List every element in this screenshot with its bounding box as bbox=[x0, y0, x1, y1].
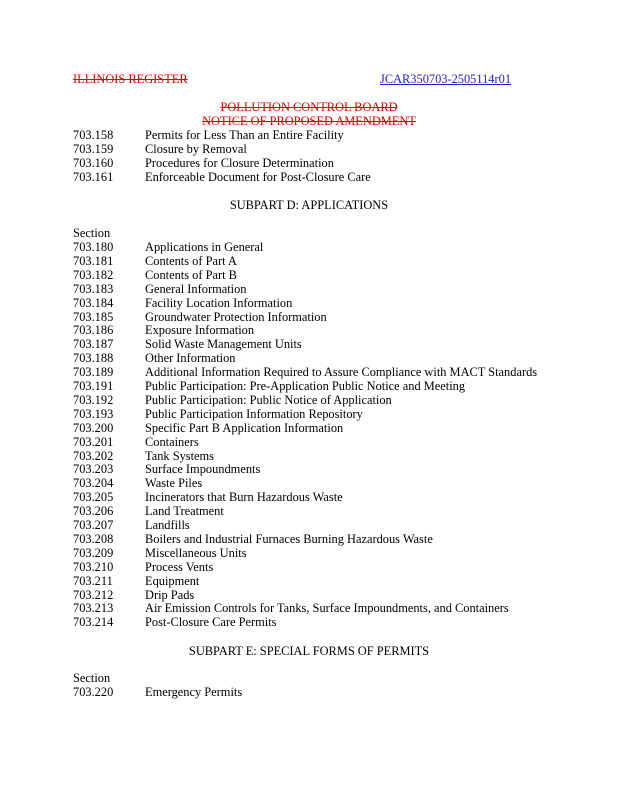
section-number: 703.193 bbox=[73, 406, 114, 421]
register-header: ILLINOIS REGISTER bbox=[73, 72, 188, 86]
section-number: 703.160 bbox=[73, 156, 114, 170]
section-row bbox=[73, 546, 247, 560]
jcar-link[interactable]: JCAR350703-2505114r01 bbox=[380, 72, 512, 86]
section-title: Landfills bbox=[145, 518, 190, 532]
subpart-d-heading: SUBPART D: APPLICATIONS bbox=[229, 198, 389, 212]
section-number: 703.201 bbox=[73, 434, 114, 449]
section-row bbox=[73, 504, 224, 518]
section-number: 703.191 bbox=[73, 379, 114, 393]
section-title: Emergency Permits bbox=[145, 685, 243, 699]
section-title: Other Information bbox=[145, 351, 236, 366]
section-number: 703.187 bbox=[73, 337, 114, 352]
section-row bbox=[73, 462, 260, 476]
section-number: 703.180 bbox=[73, 240, 114, 254]
subpart-e-heading: SUBPART E: SPECIAL FORMS OF PERMITS bbox=[188, 644, 430, 658]
section-title: Public Participation: Public Notice of Application bbox=[145, 392, 392, 407]
section-number: 703.211 bbox=[73, 573, 113, 588]
section-number: 703.212 bbox=[73, 587, 114, 602]
section-number: 703.205 bbox=[73, 490, 114, 505]
section-title: Boilers and Industrial Furnaces Burning Hazardous Waste bbox=[145, 531, 433, 546]
section-number: 703.213 bbox=[73, 601, 114, 616]
section-row bbox=[73, 351, 236, 365]
section-number: 703.204 bbox=[73, 476, 114, 491]
section-number: 703.200 bbox=[73, 420, 114, 435]
section-title: Drip Pads bbox=[145, 587, 195, 602]
section-number: 703.214 bbox=[73, 615, 114, 630]
section-number: 703.181 bbox=[73, 253, 114, 268]
section-row bbox=[73, 435, 199, 449]
section-number: 703.185 bbox=[73, 309, 114, 324]
section-row bbox=[73, 282, 247, 296]
section-title: Containers bbox=[145, 434, 199, 449]
section-row bbox=[73, 532, 433, 546]
section-row bbox=[73, 407, 363, 421]
section-row bbox=[73, 393, 392, 407]
section-row bbox=[73, 296, 292, 310]
notice-title: NOTICE OF PROPOSED AMENDMENT bbox=[202, 114, 416, 128]
section-title: Tank Systems bbox=[145, 448, 215, 463]
section-row bbox=[73, 128, 344, 142]
section-number: 703.158 bbox=[73, 128, 114, 142]
section-row bbox=[73, 170, 371, 184]
section-title: Contents of Part A bbox=[145, 253, 237, 268]
section-row bbox=[73, 560, 213, 574]
section-row bbox=[73, 601, 509, 615]
section-number: 703.210 bbox=[73, 559, 114, 574]
section-number: 703.183 bbox=[73, 281, 114, 296]
section-number: 703.192 bbox=[73, 392, 114, 407]
section-label-e: Section bbox=[73, 671, 111, 685]
section-title: Solid Waste Management Units bbox=[145, 337, 302, 352]
section-title: Public Participation Information Repository bbox=[145, 406, 363, 421]
section-title: Process Vents bbox=[145, 559, 214, 574]
section-row bbox=[73, 518, 190, 532]
section-row bbox=[73, 574, 199, 588]
board-title: POLLUTION CONTROL BOARD bbox=[220, 100, 398, 114]
section-title: Additional Information Required to Assure Compliance with MACT Standards bbox=[145, 365, 538, 380]
section-title: Contents of Part B bbox=[145, 267, 237, 282]
section-title: General Information bbox=[145, 281, 247, 296]
section-title: Post-Closure Care Permits bbox=[145, 615, 277, 630]
section-row bbox=[73, 310, 327, 324]
section-row bbox=[73, 142, 247, 156]
section-row bbox=[73, 337, 302, 351]
section-title: Closure by Removal bbox=[145, 142, 247, 156]
section-row bbox=[73, 476, 202, 490]
section-number: 703.186 bbox=[73, 323, 114, 338]
section-title: Groundwater Protection Information bbox=[145, 309, 327, 324]
section-title: Miscellaneous Units bbox=[145, 545, 247, 560]
section-row bbox=[73, 379, 465, 393]
section-row bbox=[73, 254, 237, 268]
section-title: Air Emission Controls for Tanks, Surface Impoundments, and Containers bbox=[145, 601, 509, 616]
section-title: Exposure Information bbox=[145, 323, 255, 338]
section-title: Specific Part B Application Information bbox=[145, 420, 344, 435]
section-number: 703.202 bbox=[73, 448, 114, 463]
section-row bbox=[73, 268, 237, 282]
section-number: 703.159 bbox=[73, 142, 114, 156]
section-number: 703.184 bbox=[73, 295, 114, 310]
section-title: Waste Piles bbox=[145, 476, 203, 491]
section-number: 703.188 bbox=[73, 351, 114, 366]
section-row bbox=[73, 421, 343, 435]
section-number: 703.220 bbox=[73, 685, 114, 699]
section-row bbox=[73, 240, 263, 254]
section-row bbox=[73, 685, 242, 699]
section-label: Section bbox=[73, 226, 111, 240]
section-row bbox=[73, 449, 214, 463]
section-number: 703.208 bbox=[73, 531, 114, 546]
section-number: 703.209 bbox=[73, 545, 114, 560]
section-title: Permits for Less Than an Entire Facility bbox=[145, 128, 344, 142]
section-row bbox=[73, 156, 334, 170]
section-row bbox=[73, 490, 343, 504]
section-title: Surface Impoundments bbox=[145, 462, 261, 477]
section-number: 703.206 bbox=[73, 504, 114, 519]
section-number: 703.182 bbox=[73, 267, 114, 282]
section-number: 703.161 bbox=[73, 170, 114, 184]
section-title: Enforceable Document for Post-Closure Care bbox=[145, 170, 371, 184]
section-title: Incinerators that Burn Hazardous Waste bbox=[145, 490, 343, 505]
section-number: 703.203 bbox=[73, 462, 114, 477]
section-number: 703.207 bbox=[73, 518, 114, 532]
section-number: 703.189 bbox=[73, 365, 114, 380]
section-title: Public Participation: Pre-Application Public Notice and Meeting bbox=[145, 379, 466, 393]
section-title: Facility Location Information bbox=[145, 295, 293, 310]
section-title: Applications in General bbox=[145, 240, 264, 254]
section-row bbox=[73, 323, 254, 337]
section-row bbox=[73, 365, 537, 379]
section-title: Equipment bbox=[145, 573, 200, 588]
section-row bbox=[73, 615, 276, 629]
section-title: Land Treatment bbox=[145, 504, 224, 519]
section-row bbox=[73, 588, 194, 602]
section-title: Procedures for Closure Determination bbox=[145, 156, 334, 170]
